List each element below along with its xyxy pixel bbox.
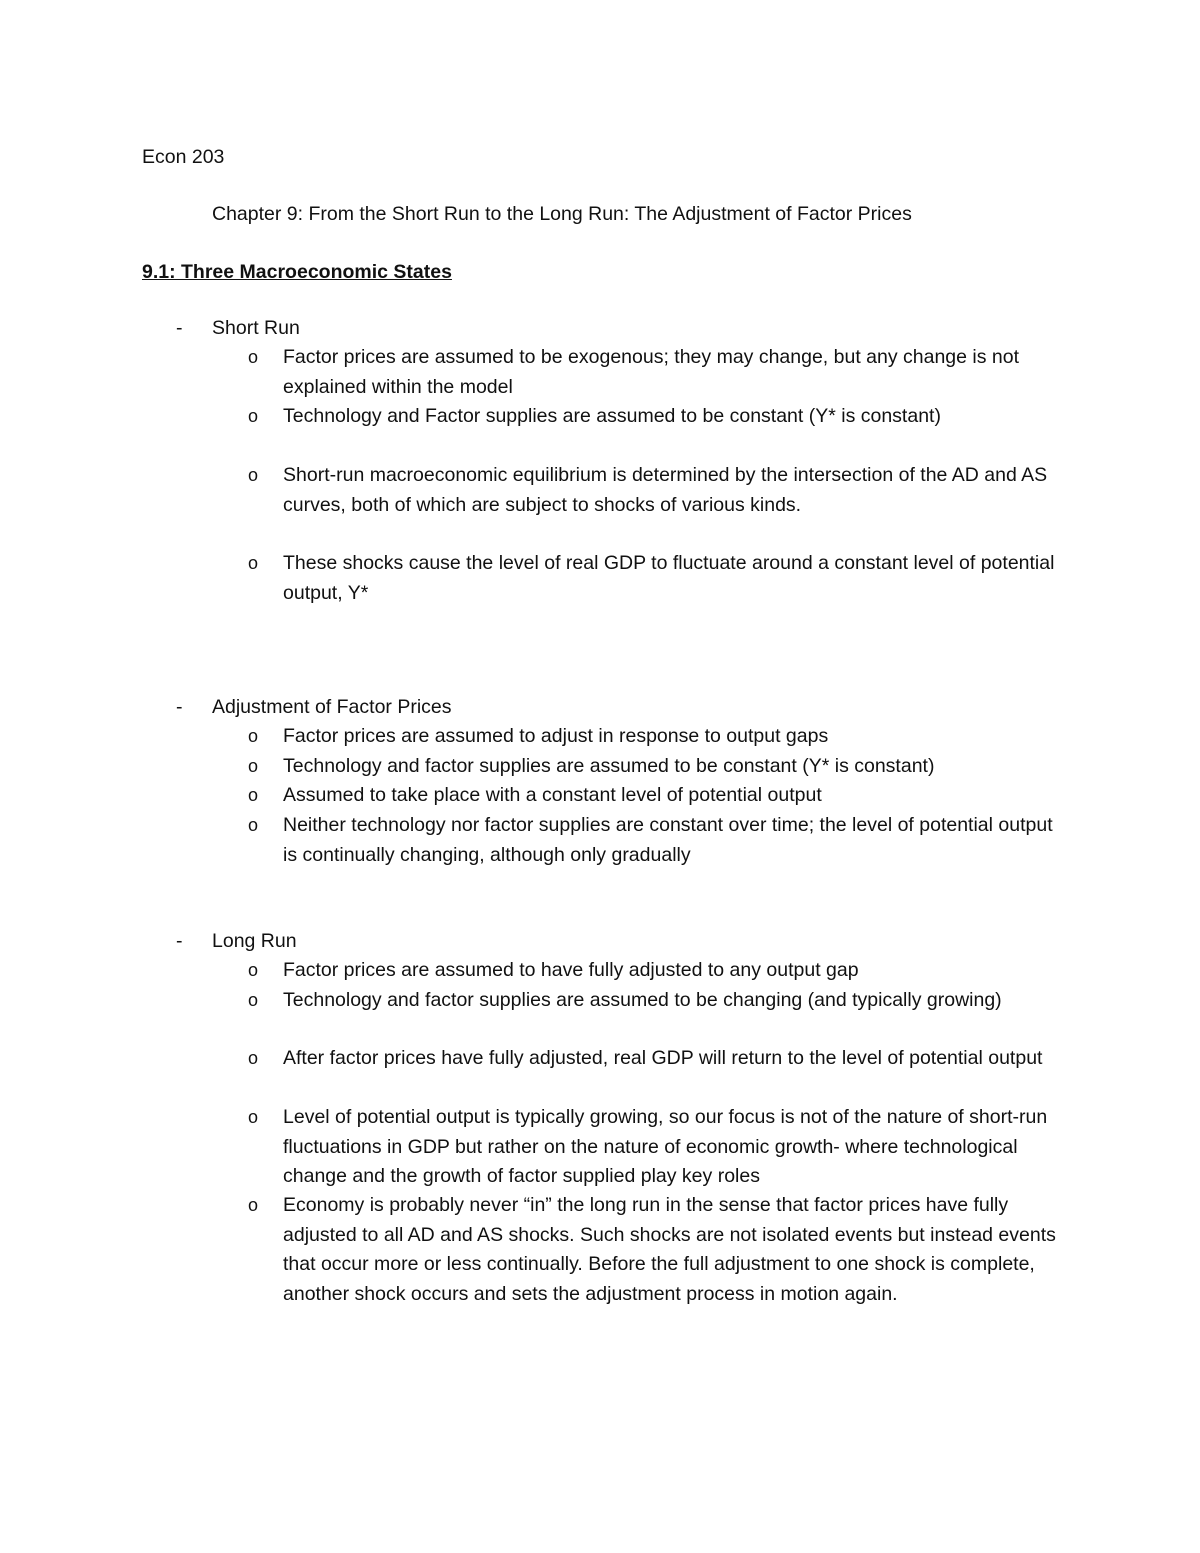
bullet-marker: o [248,1107,259,1127]
chapter-title: Chapter 9: From the Short Run to the Long Run: The Adjustment of Factor Prices [212,203,912,225]
bullet-text: Technology and factor supplies are assumed to be constant (Y* is constant) [283,755,935,777]
bullet-text: Technology and factor supplies are assumed to be changing (and typically growing) [283,989,1002,1011]
bullet-text: Short-run macroeconomic equilibrium is determined by the intersection of the AD and AS curves, both of which are subject to shocks of various kinds. [283,464,1048,516]
bullet-text: Neither technology nor factor supplies are constant over time; the level of potential output is continually changing, although only gradually [283,814,1053,866]
bullet-text: Factor prices are assumed to have fully adjusted to any output gap [283,959,859,981]
section-title-adjustment: Adjustment of Factor Prices [212,696,452,718]
bullet-text: Economy is probably never “in” the long run in the sense that factor prices have fully adjusted to all AD and AS shocks. Such shocks are not isolated events but instead events that occur more or less continually. Before the full adjustment to one shock is complete, another shock occurs and sets the adjustment process in motion again. [283,1194,1056,1305]
bullet-text: Factor prices are assumed to adjust in response to output gaps [283,725,829,747]
bullet-marker: o [248,465,259,485]
dash-marker: - [176,696,183,718]
bullet-text: Level of potential output is typically growing, so our focus is not of the nature of short-run fluctuations in GDP but rather on the nature of economic growth- where technological change and the growth of factor supplied play key roles [283,1106,1048,1187]
bullet-marker: o [248,1048,259,1068]
section-title-short-run: Short Run [212,317,300,339]
bullet-marker: o [248,553,259,573]
dash-marker: - [176,930,183,952]
bullet-text: After factor prices have fully adjusted, real GDP will return to the level of potential output [283,1047,1043,1069]
bullet-marker: o [248,406,259,426]
section-title-long-run: Long Run [212,930,297,952]
bullet-marker: o [248,726,259,746]
bullet-text: Assumed to take place with a constant level of potential output [283,784,822,806]
bullet-text: Technology and Factor supplies are assumed to be constant (Y* is constant) [283,405,941,427]
bullet-marker: o [248,960,259,980]
bullet-marker: o [248,347,259,367]
bullet-marker: o [248,785,259,805]
dash-marker: - [176,317,183,339]
course-title: Econ 203 [142,146,225,168]
bullet-marker: o [248,1195,259,1215]
bullet-text: These shocks cause the level of real GDP to fluctuate around a constant level of potential output, Y* [283,552,1055,604]
bullet-marker: o [248,815,259,835]
section-heading: 9.1: Three Macroeconomic States [142,261,452,283]
bullet-marker: o [248,756,259,776]
bullet-marker: o [248,990,259,1010]
bullet-text: Factor prices are assumed to be exogenous; they may change, but any change is not explained within the model [283,346,1020,398]
